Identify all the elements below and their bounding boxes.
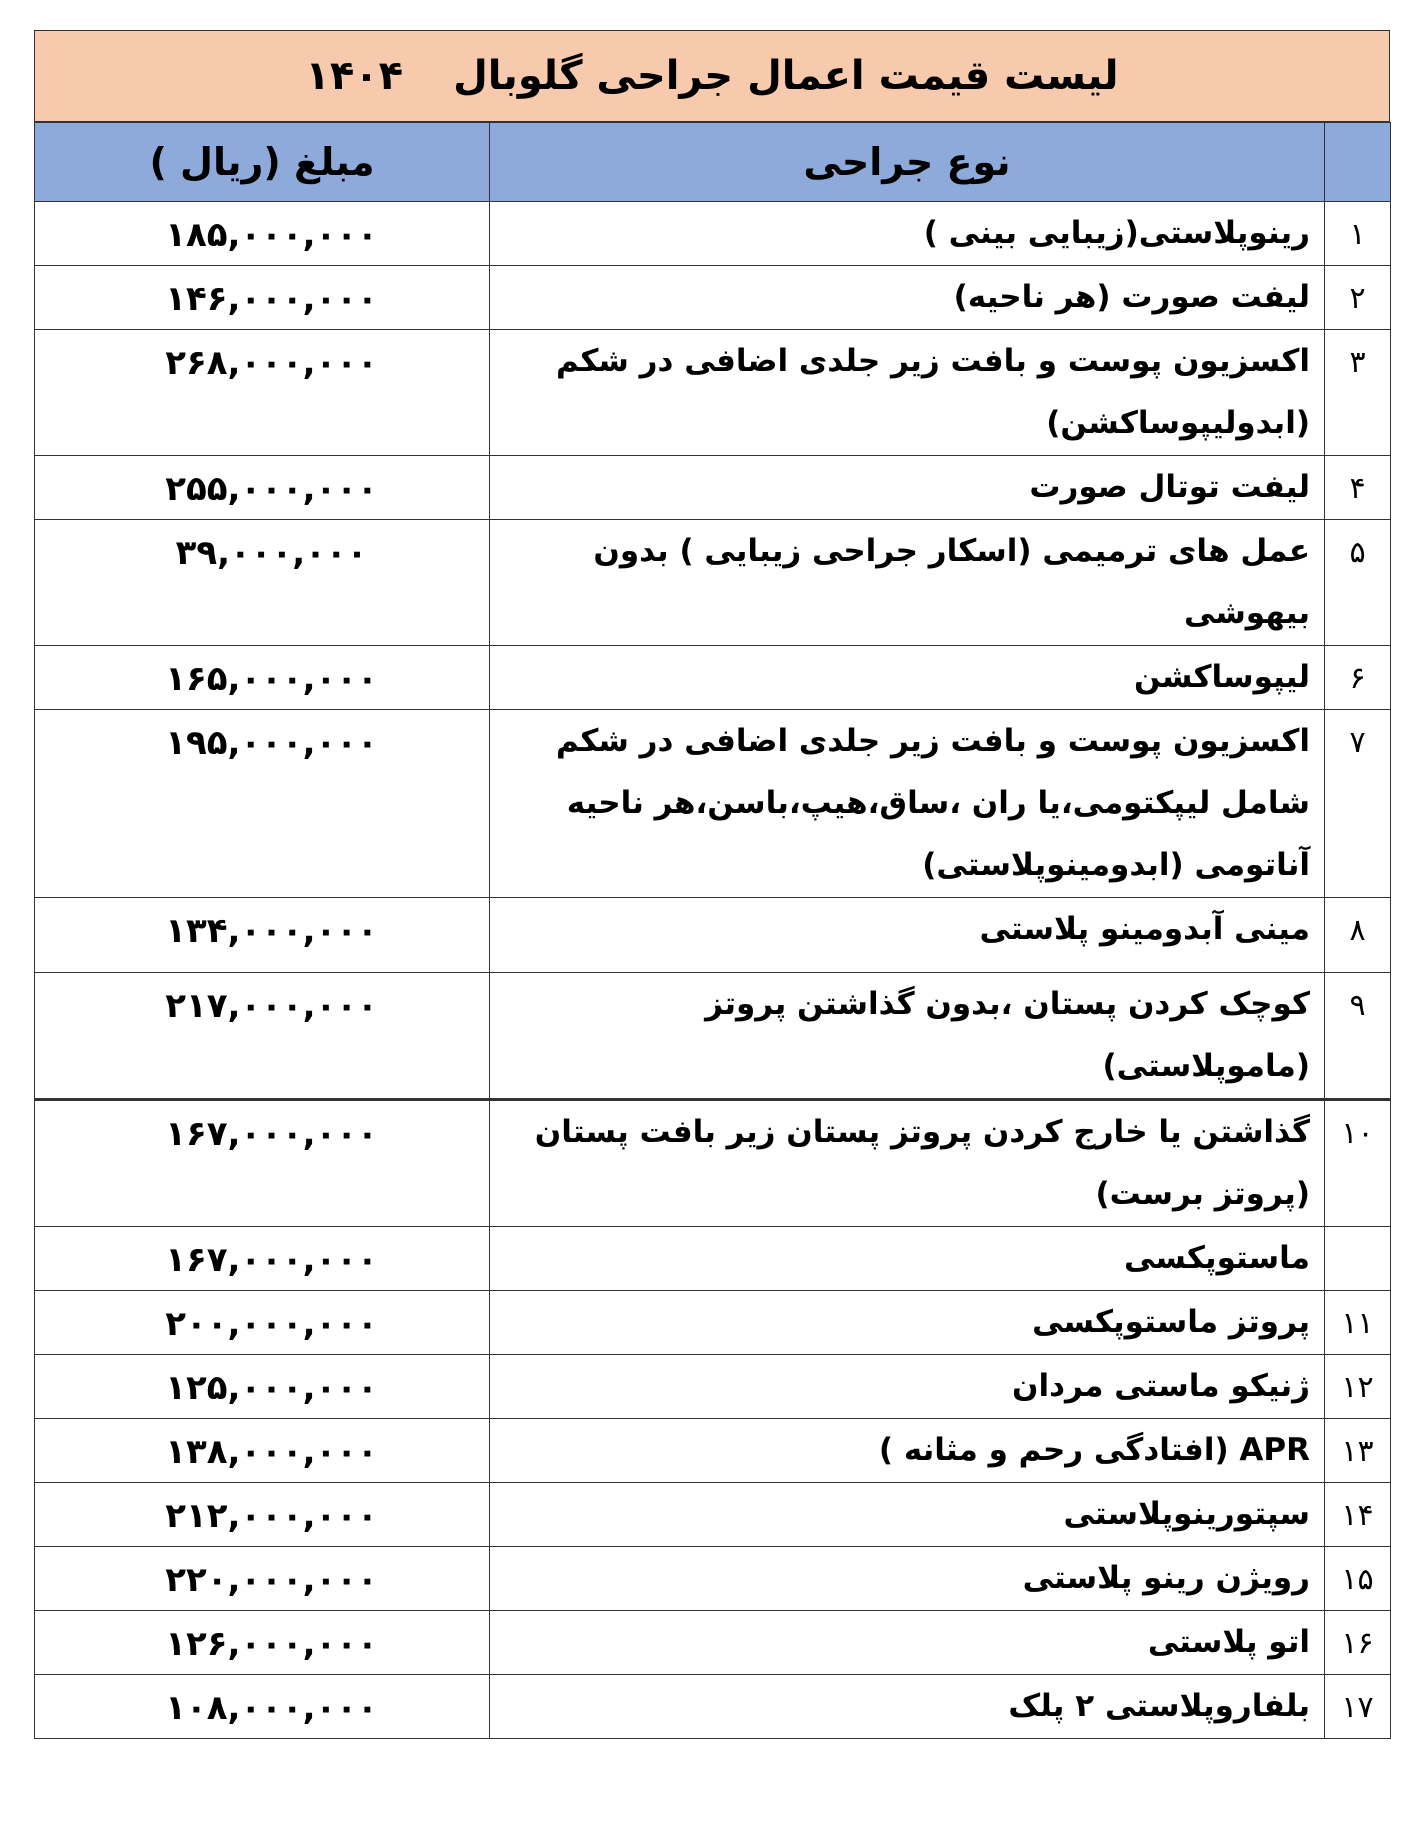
- surgery-name: رینوپلاستی(زیبایی بینی ): [490, 202, 1325, 266]
- surgery-name: سپتورینوپلاستی: [490, 1483, 1325, 1547]
- row-number: ۱۱: [1325, 1291, 1391, 1355]
- row-number: ۱۳: [1325, 1419, 1391, 1483]
- surgery-price: ۱۸۵,۰۰۰,۰۰۰: [165, 215, 378, 255]
- surgery-price: ۲۶۸,۰۰۰,۰۰۰: [165, 343, 378, 383]
- surgery-price: ۱۹۵,۰۰۰,۰۰۰: [165, 723, 378, 763]
- price-list-sheet: [34, 30, 1390, 1739]
- surgery-price: ۳۹,۰۰۰,۰۰۰: [175, 533, 368, 573]
- surgery-price: ۱۳۸,۰۰۰,۰۰۰: [165, 1432, 378, 1472]
- row-number: ۱۵: [1325, 1547, 1391, 1611]
- title-bar: [34, 30, 1390, 122]
- table-row: [35, 1355, 1391, 1419]
- surgery-price: ۱۳۴,۰۰۰,۰۰۰: [165, 911, 378, 951]
- table-row: [35, 710, 1391, 898]
- row-number: ۳: [1325, 330, 1391, 456]
- surgery-price: ۱۰۸,۰۰۰,۰۰۰: [165, 1688, 378, 1728]
- surgery-price-cell: [35, 1100, 490, 1227]
- table-row: [35, 646, 1391, 710]
- row-number: ۵: [1325, 520, 1391, 646]
- surgery-name: مینی آبدومینو پلاستی: [490, 898, 1325, 973]
- row-number: ۱۰: [1325, 1100, 1391, 1227]
- title-year: ۱۴۰۴: [305, 53, 404, 99]
- table-row: [35, 1100, 1391, 1227]
- surgery-price-cell: [35, 973, 490, 1100]
- table-row: [35, 456, 1391, 520]
- table-row: [35, 898, 1391, 973]
- row-number: ۹: [1325, 973, 1391, 1100]
- row-number: ۸: [1325, 898, 1391, 973]
- table-row: [35, 1675, 1391, 1739]
- surgery-name: رویژن رینو پلاستی: [490, 1547, 1325, 1611]
- table-row: [35, 520, 1391, 646]
- table-body: [35, 202, 1391, 1739]
- surgery-price-cell: [35, 456, 490, 520]
- header-price: مبلغ (ریال ): [35, 123, 490, 202]
- surgery-price: ۲۱۷,۰۰۰,۰۰۰: [165, 986, 378, 1026]
- surgery-price-cell: [35, 330, 490, 456]
- row-number: ۲: [1325, 266, 1391, 330]
- surgery-name: APR (افتادگی رحم و مثانه ): [490, 1419, 1325, 1483]
- surgery-name: لیفت توتال صورت: [490, 456, 1325, 520]
- surgery-name: اکسزیون پوست و بافت زیر جلدی اضافی در شکم (ابدولیپوساکشن): [490, 330, 1325, 456]
- row-number: [1325, 1227, 1391, 1291]
- header-number: [1325, 123, 1391, 202]
- surgery-price: ۱۲۵,۰۰۰,۰۰۰: [165, 1368, 378, 1408]
- table-row: [35, 973, 1391, 1100]
- surgery-price-cell: [35, 1419, 490, 1483]
- surgery-price: ۱۲۶,۰۰۰,۰۰۰: [165, 1624, 378, 1664]
- surgery-price: ۱۶۵,۰۰۰,۰۰۰: [165, 659, 378, 699]
- surgery-name: ژنیکو ماستی مردان: [490, 1355, 1325, 1419]
- surgery-price: ۲۲۰,۰۰۰,۰۰۰: [165, 1560, 378, 1600]
- surgery-price-cell: [35, 520, 490, 646]
- table-row: [35, 1611, 1391, 1675]
- table-row: [35, 1419, 1391, 1483]
- surgery-price-cell: [35, 266, 490, 330]
- table-row: [35, 1547, 1391, 1611]
- surgery-name: اتو پلاستی: [490, 1611, 1325, 1675]
- row-number: ۴: [1325, 456, 1391, 520]
- surgery-price-cell: [35, 898, 490, 973]
- surgery-price: ۲۰۰,۰۰۰,۰۰۰: [165, 1304, 378, 1344]
- surgery-name: بلفاروپلاستی ۲ پلک: [490, 1675, 1325, 1739]
- surgery-price-cell: [35, 1611, 490, 1675]
- surgery-price-cell: [35, 1547, 490, 1611]
- surgery-price: ۱۴۶,۰۰۰,۰۰۰: [165, 279, 378, 319]
- surgery-name: ماستوپکسی: [490, 1227, 1325, 1291]
- surgery-price-cell: [35, 646, 490, 710]
- header-surgery-type: نوع جراحی: [490, 123, 1325, 202]
- surgery-price-cell: [35, 1291, 490, 1355]
- surgery-price-cell: [35, 710, 490, 898]
- row-number: ۷: [1325, 710, 1391, 898]
- surgery-price: ۲۱۲,۰۰۰,۰۰۰: [165, 1496, 378, 1536]
- row-number: ۶: [1325, 646, 1391, 710]
- surgery-name: پروتز ماستوپکسی: [490, 1291, 1325, 1355]
- surgery-price: ۱۶۷,۰۰۰,۰۰۰: [165, 1114, 378, 1154]
- row-number: ۱۷: [1325, 1675, 1391, 1739]
- surgery-price: ۲۵۵,۰۰۰,۰۰۰: [165, 469, 378, 509]
- surgery-price-cell: [35, 1355, 490, 1419]
- surgery-name: اکسزیون پوست و بافت زیر جلدی اضافی در شکم شامل لیپکتومی،یا ران ،ساق،هیپ،باسن،هر ناحیه آناتومی (ابدومینوپلاستی): [490, 710, 1325, 898]
- row-number: ۱۲: [1325, 1355, 1391, 1419]
- surgery-price-cell: [35, 1483, 490, 1547]
- table-row: [35, 330, 1391, 456]
- price-table: [34, 122, 1391, 1739]
- surgery-price-cell: [35, 1675, 490, 1739]
- table-row: [35, 266, 1391, 330]
- table-header-row: [35, 123, 1391, 202]
- surgery-name: لیپوساکشن: [490, 646, 1325, 710]
- row-number: ۱۴: [1325, 1483, 1391, 1547]
- table-row: [35, 1291, 1391, 1355]
- surgery-name: گذاشتن یا خارج کردن پروتز پستان زیر بافت پستان (پروتز برست): [490, 1100, 1325, 1227]
- surgery-name: کوچک کردن پستان ،بدون گذاشتن پروتز (ماموپلاستی): [490, 973, 1325, 1100]
- table-row: [35, 1227, 1391, 1291]
- surgery-name: عمل های ترمیمی (اسکار جراحی زیبایی ) بدون بیهوشی: [490, 520, 1325, 646]
- table-row: [35, 202, 1391, 266]
- table-row: [35, 1483, 1391, 1547]
- row-number: ۱۶: [1325, 1611, 1391, 1675]
- surgery-name: لیفت صورت (هر ناحیه): [490, 266, 1325, 330]
- page-title: لیست قیمت اعمال جراحی گلوبال: [453, 53, 1119, 99]
- row-number: ۱: [1325, 202, 1391, 266]
- surgery-price-cell: [35, 202, 490, 266]
- surgery-price-cell: [35, 1227, 490, 1291]
- surgery-price: ۱۶۷,۰۰۰,۰۰۰: [165, 1240, 378, 1280]
